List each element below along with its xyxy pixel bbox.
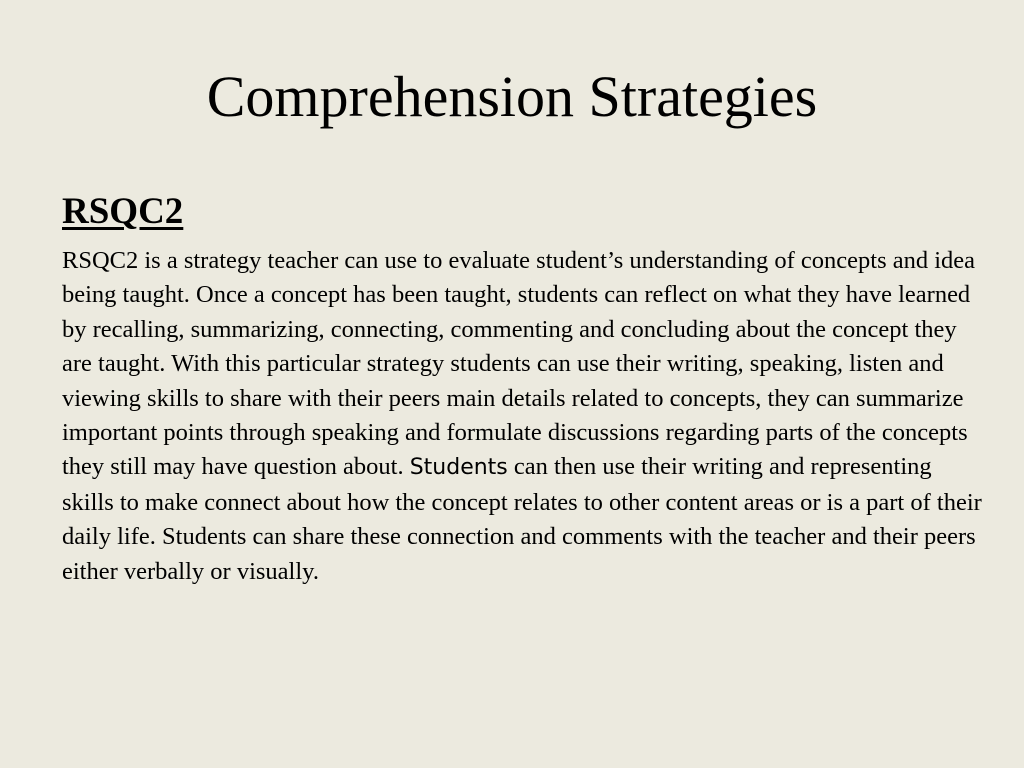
body-text-part-2: can then use their writing and representing skills to make connect about how the concept relates to other content areas or is a part of their daily life. Students can share these connection and comments with the teacher and their peers either verbally or visually.	[62, 453, 982, 585]
body-paragraph	[62, 244, 982, 589]
body-text-part-1: RSQC2 is a strategy teacher can use to evaluate student’s understanding of concepts and idea being taught. Once a concept has been taught, students can reflect on what they have learned by recalling, summarizing, connecting, commenting and concluding about the concept they are taught. With this particular strategy students can use their writing, speaking, listen and viewing skills to share with their peers main details related to concepts, they can summarize important points through speaking and formulate discussions regarding parts of the concepts they still may have question about.	[62, 247, 976, 481]
slide-title: Comprehension Strategies	[206, 64, 818, 129]
section-heading: RSQC2	[62, 191, 184, 232]
body-text-sans-word: Students	[409, 455, 508, 481]
